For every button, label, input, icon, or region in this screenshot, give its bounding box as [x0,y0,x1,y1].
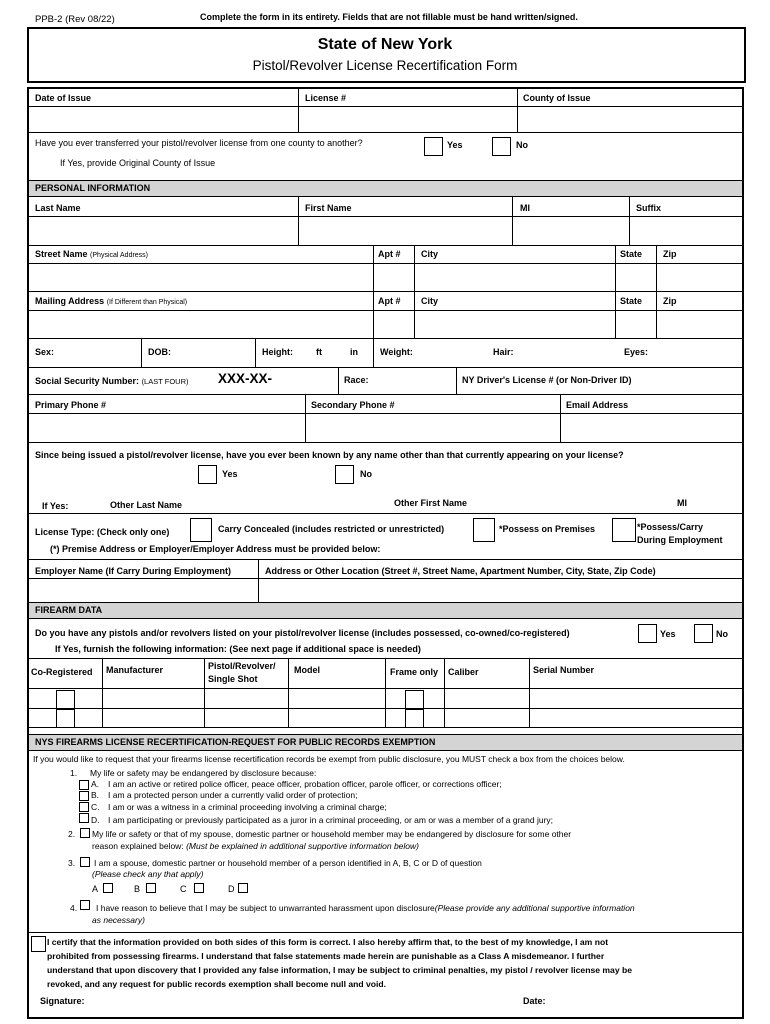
sex-label: Sex: [35,347,55,357]
item3-option-b-label: B [134,884,141,894]
firearm-no-label: No [716,629,728,639]
license-number-field[interactable] [300,108,515,130]
other-name-yes-checkbox[interactable] [198,465,217,484]
license-number-label: License # [305,93,347,103]
original-county-label: If Yes, provide Original County of Issue [60,158,216,168]
primary-phone-label: Primary Phone # [35,400,107,410]
signature-label: Signature: [40,996,85,1006]
item2-continued: reason explained below: (Must be explained in additional supportive information below) [92,841,419,851]
possess-carry-employment-checkbox[interactable] [612,518,636,542]
primary-phone-field[interactable] [30,415,303,441]
mi-label: MI [520,203,530,213]
street-zip-field[interactable] [658,265,739,289]
suffix-label: Suffix [636,203,662,213]
county-of-issue-label: County of Issue [523,93,591,103]
item1d-checkbox[interactable] [79,813,89,823]
certification-checkbox[interactable] [31,936,46,952]
eyes-label: Eyes: [624,347,649,357]
possess-premises-checkbox[interactable] [473,518,495,542]
carry-concealed-checkbox[interactable] [190,518,212,542]
personal-info-title: PERSONAL INFORMATION [35,183,151,193]
secondary-phone-field[interactable] [307,415,558,441]
certification-line-1: I certify that the information provided on both sides of this form is correct. I also hereby affirm that, to the best of my knowledge, I am not [47,937,609,947]
street-zip-label: Zip [663,249,677,259]
col-model: Model [294,665,320,675]
col-single-shot: Single Shot [208,674,258,684]
item1-number: 1. [70,768,78,778]
item1c-letter: C. [91,802,100,812]
street-name-label: Street Name (Physical Address) [35,249,149,259]
row1-frame-only-checkbox[interactable] [405,690,424,709]
item3-checkbox[interactable] [80,857,90,867]
date-of-issue-label: Date of Issue [35,93,92,103]
item1b-checkbox[interactable] [79,791,89,801]
drivers-license-label: NY Driver's License # (or Non-Driver ID) [462,375,632,385]
item3-option-d-label: D [228,884,235,894]
street-state-field[interactable] [617,265,654,289]
item3-option-b-checkbox[interactable] [146,883,156,893]
hair-label: Hair: [493,347,514,357]
signature-field[interactable] [95,993,495,1009]
employer-name-label: Employer Name (If Carry During Employment) [35,566,232,576]
exemption-intro: If you would like to request that your firearms license recertification records be exempt from public disclosure, you MUST check a box from the choices below. [33,754,625,764]
firearm-yes-label: Yes [660,629,676,639]
item3-option-c-checkbox[interactable] [194,883,204,893]
other-first-name-label: Other First Name [394,498,468,508]
mailing-zip-label: Zip [663,296,677,306]
date-field[interactable] [552,993,732,1009]
first-name-label: First Name [305,203,352,213]
other-name-no-label: No [360,469,372,479]
transfer-yes-checkbox[interactable] [424,137,443,156]
premise-note: (*) Premise Address or Employer/Employer Address must be provided below: [50,544,381,554]
item1a-letter: A. [91,779,100,789]
height-label: Height: [262,347,293,357]
item3-option-a-checkbox[interactable] [103,883,113,893]
mi-field[interactable] [514,218,627,244]
item1c-checkbox[interactable] [79,802,89,812]
mailing-address-label: Mailing Address (If Different than Physical) [35,296,188,306]
item4-number: 4. [70,903,78,913]
height-in-label: in [350,347,358,357]
item4-note-continued: as necessary) [92,915,145,925]
row2-frame-only-checkbox[interactable] [405,709,424,728]
employer-address-label: Address or Other Location (Street #, Street Name, Apartment Number, City, State, Zip Code) [265,566,656,576]
date-of-issue-field[interactable] [30,108,296,130]
personal-info-header [29,180,742,197]
mailing-address-field[interactable] [30,312,371,336]
race-label: Race: [344,375,369,385]
mailing-city-label: City [421,296,439,306]
certification-line-3: understand that upon discovery that I provided any false information, I may be subject to criminal penalties, my pistol / revolver license may be [47,965,633,975]
col-co-registered: Co-Registered [31,667,93,677]
other-name-no-checkbox[interactable] [335,465,354,484]
street-state-label: State [620,249,643,259]
certification-line-2: prohibited from possessing firearms. I understand that false statements made herein are punishable as a Class A misdemeanor. I further [47,951,605,961]
possess-premises-label: *Possess on Premises [499,524,596,534]
item3-number: 3. [68,858,76,868]
item1d-letter: D. [91,815,100,825]
possess-carry-label: *Possess/Carry [637,522,704,532]
row1-co-registered-checkbox[interactable] [56,690,75,709]
exemption-header [29,734,742,751]
street-city-field[interactable] [416,265,613,289]
first-name-field[interactable] [300,218,510,244]
date-label: Date: [523,996,546,1006]
mailing-state-label: State [620,296,643,306]
if-yes-label: If Yes: [42,501,69,511]
item4-checkbox[interactable] [80,900,90,910]
employer-name-field[interactable] [30,580,256,600]
county-of-issue-field[interactable] [519,108,739,130]
street-name-field[interactable] [30,265,371,289]
employer-address-field[interactable] [260,580,739,600]
transfer-question: Have you ever transferred your pistol/revolver license from one county to another? [35,138,363,148]
mailing-city-field[interactable] [416,312,613,336]
weight-label: Weight: [380,347,413,357]
col-serial-number: Serial Number [533,665,595,675]
col-caliber: Caliber [448,667,479,677]
transfer-no-checkbox[interactable] [492,137,511,156]
item3-note: (Please check any that apply) [92,869,204,879]
item2-number: 2. [68,829,76,839]
furnish-note: If Yes, furnish the following information: (See next page if additional space is needed) [55,644,421,654]
street-apt-field[interactable] [375,265,412,289]
other-last-name-label: Other Last Name [110,500,183,510]
page-subtitle: Pistol/Revolver License Recertification Form [252,58,518,73]
item1a-text: I am an active or retired police officer, peace officer, probation officer, parole officer, or corrections officer; [108,779,502,789]
item2-checkbox[interactable] [80,828,90,838]
exemption-title: NYS FIREARMS LICENSE RECERTIFICATION-REQUEST FOR PUBLIC RECORDS EXEMPTION [35,737,436,747]
email-field[interactable] [562,415,739,441]
during-employment-label: During Employment [637,535,723,545]
height-ft-label: ft [316,347,322,357]
ssn-last-four-field[interactable] [280,369,335,391]
item1c-text: I am or was a witness in a criminal proceeding involving a criminal charge; [108,802,387,812]
ssn-prefix: XXX-XX- [218,371,273,386]
mailing-apt-label: Apt # [378,296,401,306]
secondary-phone-label: Secondary Phone # [311,400,395,410]
email-label: Email Address [566,400,629,410]
item3-option-d-checkbox[interactable] [238,883,248,893]
item1a-checkbox[interactable] [79,780,89,790]
street-apt-label: Apt # [378,249,401,259]
firearm-yes-checkbox[interactable] [638,624,657,643]
item2-text: My life or safety or that of my spouse, domestic partner or household member may be endangered by disclosure for some other [92,829,572,839]
license-type-label: License Type: (Check only one) [35,527,170,537]
mailing-apt-field[interactable] [375,312,412,336]
firearm-no-checkbox[interactable] [694,624,713,643]
form-instruction: Complete the form in its entirety. Fields that are not fillable must be hand written/signed. [200,12,578,22]
ssn-label: Social Security Number: (LAST FOUR) [35,376,189,386]
other-name-yes-label: Yes [222,469,238,479]
item1d-text: I am participating or previously participated as a juror in a criminal proceeding, or am or was a member of a grand jury; [108,815,554,825]
col-pistol-revolver: Pistol/Revolver/ [208,661,276,671]
col-manufacturer: Manufacturer [106,665,164,675]
firearm-data-title: FIREARM DATA [35,605,103,615]
item3-text: I am a spouse, domestic partner or household member of a person identified in A, B, C or D of question [94,858,482,868]
certification-line-4: revoked, and any request for public records exemption shall become null and void. [47,979,387,989]
item1b-letter: B. [91,790,100,800]
carry-concealed-label: Carry Concealed (includes restricted or unrestricted) [218,524,445,534]
item1b-text: I am a protected person under a currently valid order of protection; [108,790,358,800]
suffix-field[interactable] [631,218,739,244]
firearm-question: Do you have any pistols and/or revolvers listed on your pistol/revolver license (includes possessed, co-owned/co-registered) [35,628,570,638]
last-name-field[interactable] [30,218,296,244]
row2-co-registered-checkbox[interactable] [56,709,75,728]
item1-text: My life or safety may be endangered by disclosure because: [90,768,317,778]
col-frame-only: Frame only [390,667,439,677]
other-name-question: Since being issued a pistol/revolver license, have you ever been known by any name other than that currently appearing on your license? [35,450,624,460]
last-name-label: Last Name [35,203,81,213]
transfer-no-label: No [516,140,528,150]
mailing-zip-field[interactable] [658,312,739,336]
page-title: State of New York [317,36,453,53]
dob-label: DOB: [148,347,171,357]
mailing-state-field[interactable] [617,312,654,336]
firearm-data-header [29,602,742,619]
item3-option-c-label: C [180,884,187,894]
item3-option-a-label: A [92,884,99,894]
transfer-yes-label: Yes [447,140,463,150]
other-mi-label: MI [677,498,687,508]
street-city-label: City [421,249,439,259]
item4-text: I have reason to believe that I may be subject to unwarranted harassment upon disclosure(Please provide any additional supportive information [96,903,635,913]
form-id: PPB-2 (Rev 08/22) [35,14,115,25]
